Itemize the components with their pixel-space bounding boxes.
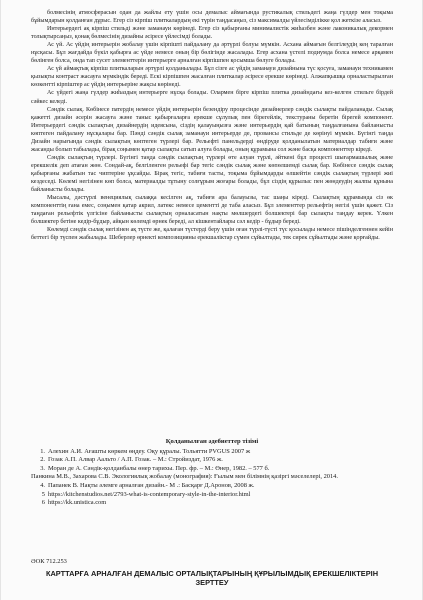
paragraph-6: Сәндік сылақ. Көбінесе патердің немесе үйдің интерьерін безендіру процесінде дизайнерлер сәндік сылақты пайдаланады. Сылақ қажетті дизайн әсерін жасауға және таныс қабырғаларға ерекше сұлулық пен бірегейлік, текстураны беретін бірегей компонент. Интерьердегі сәндік сылақтың дизайнердің идеясына, сіздің қалауыңызға және интерьердің қай батының таңдалғанына байланысты көптеген пайдалану нұсқалары бар. Пәнді сәндік сылақ заманауи интерьерде де, провансы стильде де көрінуі мүмкін. Бүгінгі таңда Дизайн нарығында сәндік сылақтың көптеген түрлері бар. Рельефті панельдерді өндіруде қолданылатын материалдар табиғи және жасанды болып табылады, бірақ соңымен қатар сылақты сатып алуға болады, оның құрамына сол және басқа компоненттер кіреді.	[31, 106, 393, 153]
next-article-title: КАРТТАРҒА АРНАЛҒАН ДЕМАЛЫС ОРТАЛЫҚТАРЫНЫҢ ҚҰРЫЛЫМДЫҚ ЕРЕКШЕЛІКТЕРІН ЗЕРТТЕУ	[45, 569, 379, 587]
reference-text: Панкина М.В., Захарова С.В. Экологиялық жобалау (монография): Ғылым мен білімнің қазіргі мәселелері, 2014.	[31, 473, 338, 481]
reference-text: Алехин А.И. Ағашты көркем өңдеу. Оқу құралы. Тольятти PVGUS 2007 ж	[48, 447, 251, 455]
reference-item	[31, 465, 393, 474]
reference-item	[31, 482, 393, 491]
paragraph-7: Сәндік сылақтың түрлері. Бүгінгі таңда сәндік сылақтың түрлері өте алуан түрлі, әйткені бұл процесті шығармашылық және ерекшелік деп атаған жөн. Сондай-ақ, белгіленген рельефі бар тегіс сәндік сылақ және көпөлшемді сылақ бар. Көбінесе сәндік сылақ қабырғаны жабатын тас чиптеріне ұқсайды. Бірақ тегіс, табиғи тасты, тоқыма бұйымдарды өлшейтін сәндік сылақтың түрлері жиі кездеседі. Көлемі негізінен көп болса, материалды тұтыну солғұрым жоғары болады, бұл сіздің құрылыс пен жөндеудің жалпы құнына байланысты болады.	[31, 154, 393, 194]
reference-item	[31, 456, 393, 465]
reference-item	[31, 499, 393, 508]
udk-code: ӘОК 712.253	[31, 558, 67, 565]
reference-item	[31, 491, 393, 500]
paragraph-8: Мысалы, дәстүрлі венециялық сылаққа кесілген ақ, табиғи ара балауызы, тас шаңы кіреді. Сылақтың құрамында сіз өк компоненттің ғана емес, соңымен қатар акрил, латекс немесе цементті де таба аласыз. Бұл элементтер рельефтің негізі үшін қажет. Сіз таңдаған рельефтік үлгісіне байланысты сылақтың орналасатын нақты мөлшердегі болшектері бар сылақты таңдау керек. Үлкен болшектер бетіне кедір-бұдыр, айқын көлемді өрнек береді, ал кішкентайлары сәл кедір - бұдыр береді.	[31, 195, 393, 226]
reference-item	[31, 448, 393, 457]
reference-text: Папанек В. Нақты әлемге арналған дизайн.- М .: Басқарғ Д.Аронов, 2008 ж.	[48, 481, 255, 489]
reference-link[interactable]: https://kk.unistica.com	[48, 499, 107, 507]
reference-text: Гозак А.П. Алвар Аальто / А.П. Гозак. – М.: Стройиздат, 1976 ж.	[48, 456, 223, 464]
references-title: Қолданылған әдебиеттер тізімі	[165, 438, 259, 445]
reference-number: 6	[41, 499, 45, 507]
reference-item	[31, 473, 393, 482]
reference-link[interactable]: https://kitchenstudios.net/2793-what-is-contemporary-style-in-the-interior.html	[48, 490, 251, 498]
reference-number: 4.	[40, 481, 45, 489]
reference-text: Моран де А. Сәндік-қолданбалы өнер тарихы. Пер. фр. – М.: Өнер, 1982. – 577 б.	[48, 464, 270, 472]
reference-number: 5	[41, 490, 45, 498]
references-list	[31, 448, 393, 508]
reference-number: 2.	[40, 456, 45, 464]
paragraph-3: Ас үй. Ас үйдің интерьерін жобалау үшін кірпішті пайдалану да әртүрлі болуы мүмкін. Асхана аймағын белгілеудің кең таралған нұсқасы. Бұл жағдайда бүкіл қабырға ас үйде немесе оның бір бөлігінде жасалады. Егер асхана үстелі подиумда болса немесе арқамен бөлінген болса, онда тап сусет элементтерін интерьерге арналған кірпішпен қосымша бөлуге болады.	[31, 42, 393, 65]
reference-number: 3.	[40, 464, 45, 472]
paragraph-2: Интерьердегі ақ кірпіш стильді және заманауи көрінеді. Егер сіз қабырғаны минималистік жиһазбен және лаконикалық декормен толықтырсаңыз, қонақ бөлмесінің дизайны әсіресе үйлесімді болады.	[31, 26, 393, 41]
article-body	[31, 9, 393, 242]
paragraph-9: Көлемді сәндік сылақ негізінен ақ түсте же, қалаған түстерді беру үшін оған түрлі-түсті түс қосылады немесе пішінделгеннен кейін беттегі бір түспен жабылады. Шеберлер өрнекті композицияны ерекшаліктар сүмен сұйылтады, тек сирек сұйылтады және қорғайды.	[31, 227, 393, 242]
paragraph-1: болмесінің атмосферасын одан да жайлы ету үшін осы демалыс аймағында рустикалық стильдегі жаңа гүлдер мен тоқыма бұйымдарын қолданған дұрыс. Егер сіз кірпіш плиткалардың екі түрін таңдасаңыз, сіз максималды үйлесімділікке қол жеткізе аласыз.	[31, 10, 393, 25]
reference-number: 1.	[40, 447, 45, 455]
paragraph-5: Ас үйдегі жаңа гүлдер жиһаздың интерьерге нұсқа болады. Олармен бірге кірпіш плитка дизайндағы кез-келген стильге бірдей сәйкес келеді.	[31, 90, 393, 105]
paragraph-4: Ас үй аймақтық кірпіш плиткаларын әртүрлі қолданылады. Бұл сізге ас үйдің заманауи дизайнына түс қосуға, заманауи техникамен қызықты контраст жасауға мүмкіндік береді. Ескі кірпішпен жасалған плиткалар әсіресе ерекше көрінеді. Алжапқышқа орналастырылған көзкентті кірпіштер ас үйдің интерьеріне жақсы көрінеді.	[31, 66, 393, 89]
references-section	[31, 438, 393, 508]
